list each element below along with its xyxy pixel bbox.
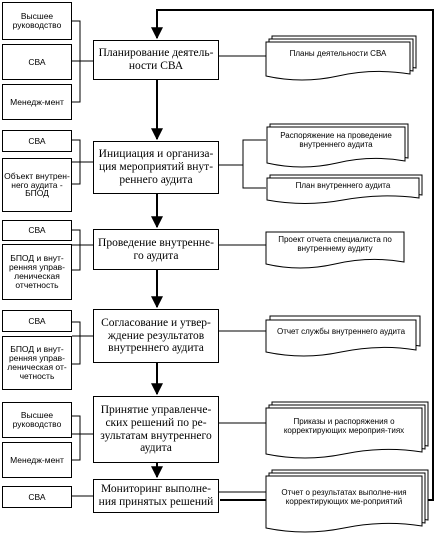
process-approval: Согласование и утвер-ждение результатов внутреннего аудита [93,309,219,363]
participant-box: БПОД и внут-ренняя управ-леническая от-четность [2,336,72,390]
participant-bracket-2 [72,140,93,184]
participant-bracket-3 [72,230,93,270]
participant-bracket-4 [72,322,93,364]
process-conduct: Проведение внутренне-го аудита [93,229,219,270]
participant-box: Высшее руководство [2,2,72,40]
process-initiation: Инициация и организа-ция мероприятий внут-реннего аудита [93,141,219,194]
participant-bracket-5 [72,416,93,460]
document-connector-2 [219,140,266,188]
process-monitoring: Мониторинг выполне-ния принятых решений [93,479,219,513]
participant-box: СВА [2,220,72,241]
participant-box: СВА [2,44,72,80]
participant-box: СВА [2,486,72,508]
document-label: Распоряжение на проведение внутреннего аудита [280,130,392,149]
participant-box: Объект внутрен-него аудита - БПОД [2,158,72,212]
participant-bracket-1 [72,21,93,102]
process-management-decisions: Принятие управленче-ских решений по ре-зультатам внутреннего аудита [93,396,219,463]
document-label: План внутреннего аудита [295,181,391,191]
document-label: Планы деятельности СВА [289,49,387,59]
participant-box: БПОД и внут-ренняя управ-леническая отчетность [2,244,72,300]
participant-box: Менедж-мент [2,442,72,478]
document-label: Приказы и распоряжения о корректирующих мероприя-тиях [283,416,405,435]
participant-box: СВА [2,130,72,152]
participant-box: Высшее руководство [2,402,72,438]
participant-box: СВА [2,310,72,332]
participant-box: Менедж-мент [2,84,72,120]
process-planning: Планирование деятель-ности СВА [93,40,219,80]
document-label: Отчет о результатах выполне-ния корректирующих ме-роприятий [281,487,407,506]
document-label: Проект отчета специалиста по внутреннему аудиту [278,234,392,253]
document-label: Отчет службы внутреннего аудита [276,327,406,337]
